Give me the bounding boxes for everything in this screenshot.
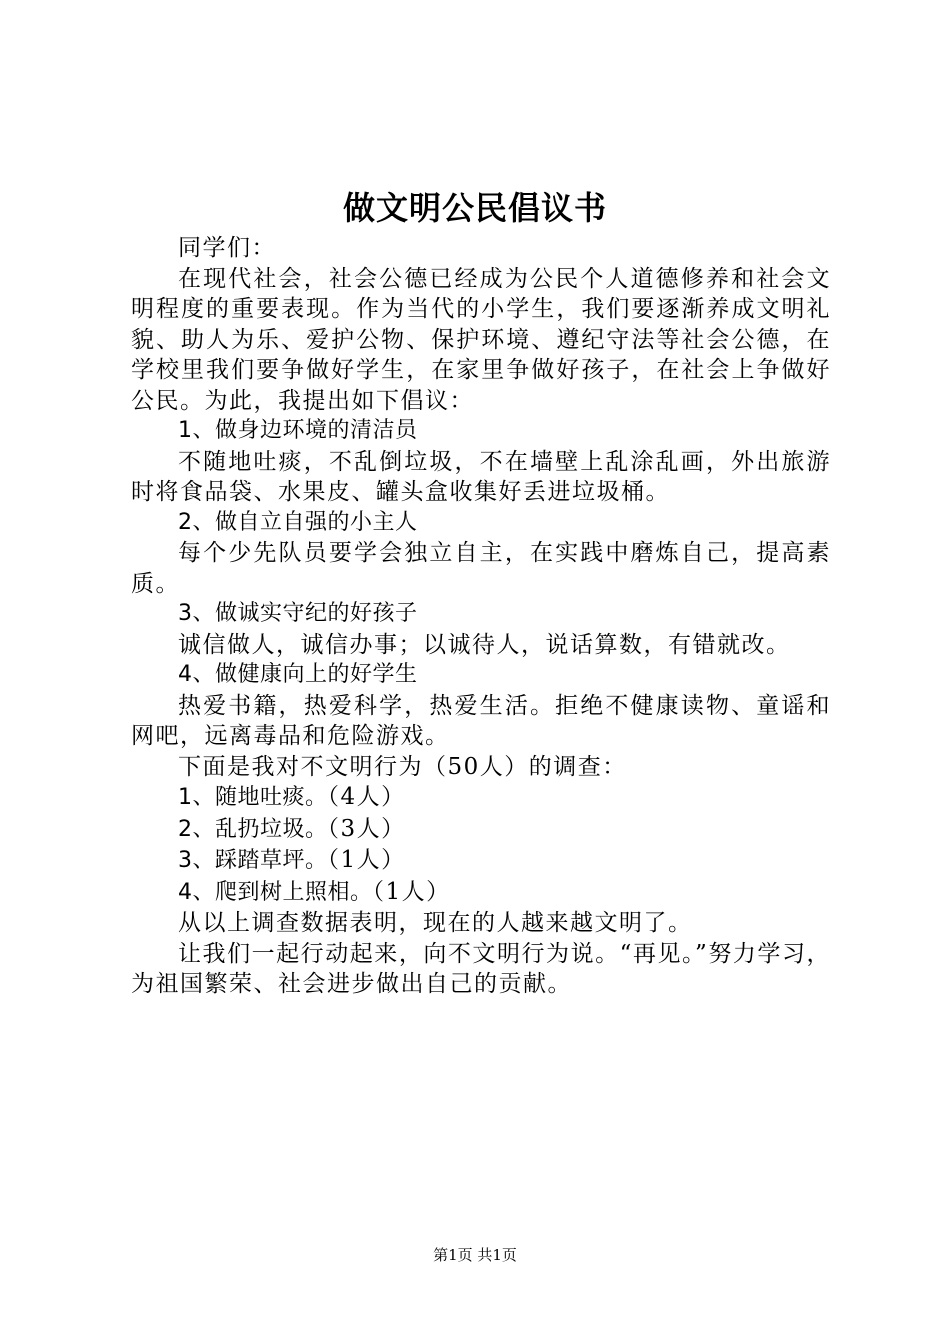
document-title: 做文明公民倡议书	[342, 189, 607, 227]
proposal-text-4: 热爱书籍，热爱科学，热爱生活。拒绝不健康读物、童谣和网吧，远离毒品和危险游戏。	[131, 692, 831, 749]
closing-paragraph: 让我们一起行动起来，向不文明行为说。“再见。”努力学习，为祖国繁荣、社会进步做出自己的贡献。	[131, 940, 831, 997]
proposal-heading-1: 1、做身边环境的清洁员	[178, 418, 418, 443]
proposal-heading-2: 2、做自立自强的小主人	[178, 509, 418, 535]
document-body	[131, 233, 831, 1000]
survey-item-4	[131, 877, 831, 909]
survey-item-label: 3、踩踏草坪。	[178, 848, 328, 873]
survey-intro: 下面是我对不文明行为（50人）的调查：	[178, 753, 627, 780]
survey-item-label: 4、爬到树上照相。	[178, 879, 373, 905]
survey-item-count: （1人）	[372, 878, 451, 905]
salutation: 同学们：	[178, 235, 276, 261]
proposal-text-1: 不随地吐痰，不乱倒垃圾，不在墙壁上乱涂乱画，外出旅游时将食品袋、水果皮、罐头盒收集好丢进垃圾桶。	[131, 448, 831, 505]
survey-item-count: （3人）	[327, 815, 406, 842]
survey-item-label: 2、乱扔垃圾。	[178, 816, 328, 842]
conclusion-paragraph: 从以上调查数据表明，现在的人越来越文明了。	[178, 910, 693, 936]
survey-item-3	[131, 845, 831, 877]
survey-item-label: 1、随地吐痰。	[178, 785, 328, 810]
survey-item-count: （1人）	[327, 847, 406, 873]
survey-item-1	[131, 782, 831, 814]
proposal-heading-4: 4、做健康向上的好学生	[178, 662, 418, 687]
intro-paragraph: 在现代社会，社会公德已经成为公民个人道德修养和社会文明程度的重要表现。作为当代的小学生，我们要逐渐养成文明礼貌、助人为乐、爱护公物、保护环境、遵纪守法等社会公德，在学校里我们要争做好学生，在家里争做好孩子，在社会上争做好公民。为此，我提出如下倡议：	[131, 265, 831, 414]
proposal-heading-3: 3、做诚实守纪的好孩子	[178, 601, 418, 626]
survey-item-2	[131, 814, 831, 846]
survey-item-count: （4人）	[327, 784, 406, 810]
page-footer: 第1页 共1页	[433, 1246, 517, 1264]
proposal-text-2: 每个少先队员要学会独立自主，在实践中磨炼自己，提高素质。	[131, 540, 831, 597]
proposal-text-3: 诚信做人，诚信办事；以诚待人，说话算数，有错就改。	[178, 631, 791, 658]
